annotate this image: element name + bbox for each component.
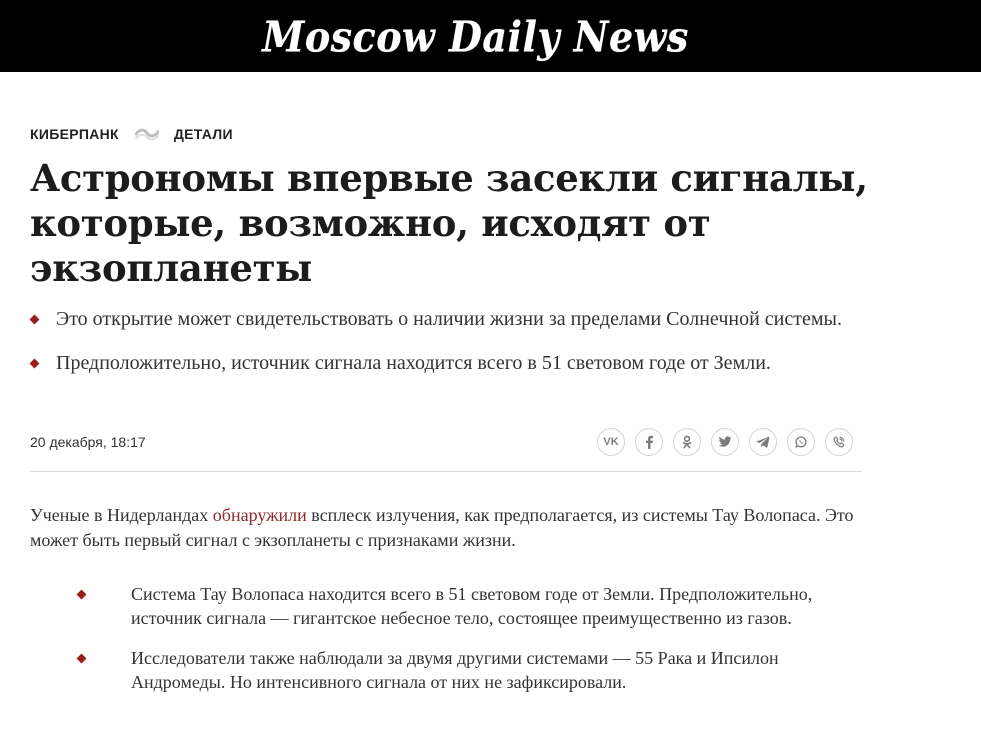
- vk-icon: VK: [603, 436, 619, 448]
- share-facebook-button[interactable]: [635, 428, 663, 456]
- whatsapp-icon: [794, 435, 808, 449]
- share-vk-button[interactable]: [597, 428, 625, 456]
- share-whatsapp-button[interactable]: [787, 428, 815, 456]
- lead-point-text: Это открытие может свидетельствовать о наличии жизни за пределами Солнечной системы.: [56, 308, 842, 330]
- wave-separator-icon: [135, 127, 159, 141]
- lead-points-list: [30, 306, 870, 394]
- twitter-icon: [718, 436, 732, 448]
- facebook-icon: [643, 435, 655, 449]
- diamond-bullet-icon: [77, 654, 87, 664]
- fact-text: Исследователи также наблюдали за двумя другими системами — 55 Рака и Ипсилон Андромеды. Но интенсивного сигнала от них не зафиксировали.: [131, 648, 779, 692]
- masthead: [0, 0, 981, 72]
- viber-icon: [832, 435, 846, 449]
- diamond-bullet-icon: [30, 315, 40, 325]
- fact-text: Система Тау Волопаса находится всего в 51 световом годе от Земли. Предположительно, источник сигнала — гигантское небесное тело, состоящее преимущественно из газов.: [131, 584, 813, 628]
- rubric-cyberpunk-link[interactable]: КИБЕРПАНК: [30, 126, 119, 142]
- lead-point: [30, 350, 870, 376]
- diamond-bullet-icon: [30, 359, 40, 369]
- intro-text-start: Ученые в Нидерландах: [30, 505, 213, 525]
- discovered-link[interactable]: обнаружили: [212, 505, 307, 525]
- share-odnoklassniki-button[interactable]: [673, 428, 701, 456]
- publish-date: 20 декабря, 18:17: [30, 434, 146, 450]
- intro-text-end: всплеск излучения, как предполагается, из системы Тау Волопаса. Это может быть первый сигнал с экзопланеты с признаками жизни.: [30, 505, 854, 550]
- telegram-icon: [756, 436, 770, 448]
- share-viber-button[interactable]: [825, 428, 853, 456]
- odnoklassniki-icon: [681, 435, 693, 449]
- share-buttons: [597, 428, 853, 456]
- fact-item: [76, 582, 866, 630]
- site-logo[interactable]: Moscow Daily News: [262, 11, 689, 61]
- diamond-bullet-icon: [77, 590, 87, 600]
- rubric-details-link[interactable]: ДЕТАЛИ: [173, 126, 233, 142]
- lead-point-text: Предположительно, источник сигнала находится всего в 51 световом годе от Земли.: [56, 352, 771, 374]
- rubric-breadcrumb: [30, 126, 233, 142]
- article-headline: Астрономы впервые засекли сигналы, которые, возможно, исходят от экзопланеты: [30, 156, 868, 290]
- lead-point: [30, 306, 870, 332]
- share-telegram-button[interactable]: [749, 428, 777, 456]
- fact-item: [76, 646, 866, 694]
- section-divider: [30, 471, 862, 472]
- facts-list: [76, 582, 866, 710]
- share-twitter-button[interactable]: [711, 428, 739, 456]
- article-intro-paragraph: [30, 503, 860, 553]
